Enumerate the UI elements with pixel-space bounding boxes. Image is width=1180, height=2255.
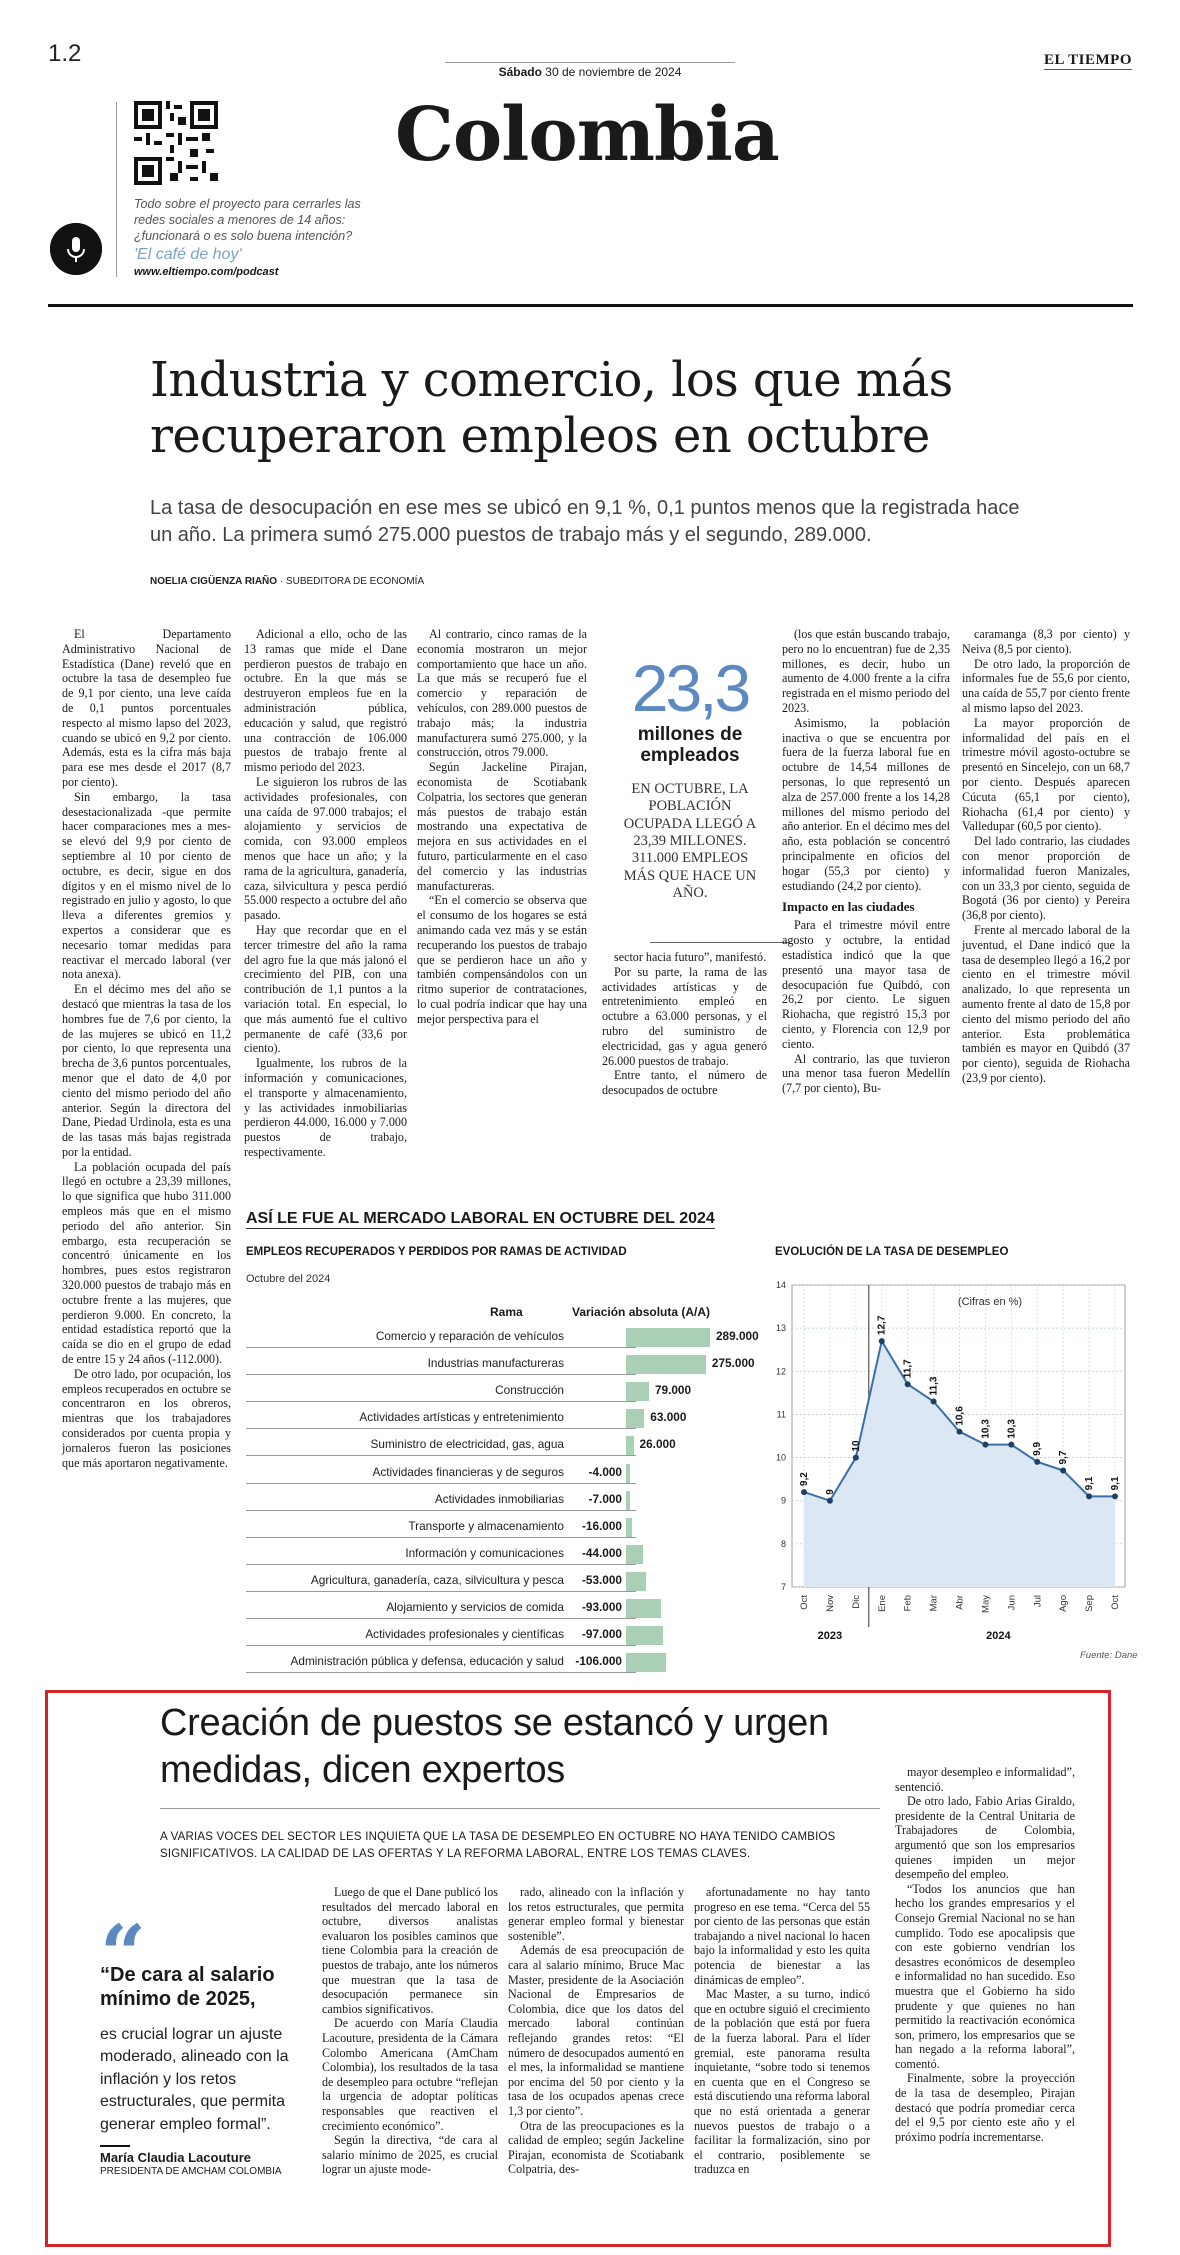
x-tick-label: Ene <box>876 1595 888 1612</box>
bar-row-rule <box>246 1591 636 1592</box>
bar-category-label: Construcción <box>495 1383 564 1398</box>
bar <box>626 1355 706 1374</box>
x-tick-label: Sep <box>1084 1595 1096 1612</box>
bar-value-label: -97.000 <box>581 1627 622 1642</box>
bar-row-rule <box>246 1564 636 1565</box>
byline-role: · SUBEDITORA DE ECONOMÍA <box>277 576 425 587</box>
data-label: 10,3 <box>980 1419 992 1439</box>
story2-kicker: A VARIAS VOCES DEL SECTOR LES INQUIETA QUE LA TASA DE DESEMPLEO EN OCTUBRE NO HAYA TENIDO CAMBIOS SIGNIFICATIVOS. LA CALIDAD DE LAS OFERTAS Y LA REFORMA LABORAL, ENTRE LOS TEMAS CLAVES. <box>160 1831 836 1860</box>
x-tick-label: Jun <box>1006 1595 1018 1611</box>
paragraph: De otro lado, la proporción de informales fue de 55,6 por ciento, una caída de 55,7 por ciento frente al mismo lapso del 2023. <box>962 656 1130 715</box>
data-label: 9,2 <box>799 1472 810 1487</box>
bar-value-label: -53.000 <box>581 1572 622 1587</box>
bar-row <box>246 1461 766 1487</box>
y-tick-label: 11 <box>776 1409 786 1420</box>
microphone-icon[interactable] <box>50 223 102 275</box>
bar-category-label: Alojamiento y servicios de comida <box>386 1600 564 1614</box>
bar-row <box>246 1515 766 1541</box>
data-point <box>1112 1493 1118 1499</box>
bar-row-rule <box>246 1618 636 1619</box>
paragraph: En el décimo mes del año se destacó que mientras la tasa de los hombres fue de 7,6 por ciento, la de las mujeres se ubicó en 11,2 por ciento, lo que representa una brecha de 3,6 puntos porcentuales, menor que el dato de 4,0 por ciento del mismo periodo del año anterior. Según la directora del Dane, Piedad Urdinola, esta es una de las tasas más bajas registrada por la entidad. <box>62 982 231 1159</box>
story-headline: Industria y comercio, los que más recuperaron empleos en octubre <box>150 352 953 465</box>
bar-row-rule <box>246 1374 636 1375</box>
y-tick-label: 8 <box>780 1538 786 1549</box>
byline <box>150 576 424 587</box>
paragraph: caramanga (8,3 por ciento) y Neiva (8,5 por ciento). <box>962 627 1130 656</box>
paragraph: De otro lado, Fabio Arias Giraldo, presidente de la Central Unitaria de Trabajadores de Colombia, argumentó que son los empresarios quienes impiden un mejor desempeño del empleo. <box>895 1794 1075 1882</box>
story-column-1 <box>62 627 231 1470</box>
stat-number: 23,3 <box>631 651 749 725</box>
story-column-4 <box>782 627 950 1096</box>
quote-divider <box>100 2145 130 2147</box>
x-tick-label: Mar <box>928 1595 940 1612</box>
bar-category-label: Administración pública y defensa, educación y salud <box>290 1654 564 1669</box>
data-label: 9,7 <box>1058 1450 1070 1465</box>
podcast-url[interactable]: www.eltiempo.com/podcast <box>134 266 279 278</box>
bar-row-rule <box>246 1455 636 1456</box>
subhead: Impacto en las ciudades <box>782 899 915 915</box>
x-tick-label: May <box>980 1595 992 1613</box>
quote-author: María Claudia Lacouture <box>100 2150 251 2165</box>
data-label: 10,3 <box>1006 1419 1018 1439</box>
x-tick-label: Dic <box>850 1595 862 1609</box>
paragraph: Según Jackeline Pirajan, economista de Scotiabank Colpatria, los sectores que generan más puestos de trabajo están mostrando una expectativa de mejora en sus actividades en el futuro, particularmente en el caso del comercio y las industrias manufactureras. <box>417 760 587 893</box>
bar-row <box>246 1352 766 1378</box>
bar <box>626 1626 663 1645</box>
stat-divider <box>650 942 790 943</box>
bar-category-label: Actividades profesionales y científicas <box>365 1627 564 1642</box>
paragraph: “En el comercio se observa que el consumo de los hogares se está animando cada vez más y se están recuperando los puestos de trabajo que se perdieron hace un año y también compensándolos con un ritmo superior de contrataciones, lo cual podría indicar que hay una mejor perspectiva para el <box>417 893 587 1026</box>
paragraph: Por su parte, la rama de las actividades artísticas y de entretenimiento empleó en octubre a 63.000 personas, y el rubro del suministro de electricidad, gas y agua generó 26.000 puestos de trabajo. <box>602 964 767 1068</box>
paragraph: Para el trimestre móvil entre agosto y octubre, la entidad estadística indicó que la que presentó una mayor tasa de desocupación fue Quibdó, con 26,2 por ciento. Le siguen Riohacha, que registró 15,3 por ciento, y Florencia con 12,9 por ciento. <box>782 918 950 1051</box>
y-tick-label: 10 <box>775 1452 786 1463</box>
bar-row <box>246 1596 766 1622</box>
data-point <box>1086 1493 1092 1499</box>
bar-row-rule <box>246 1672 636 1673</box>
y-tick-label: 13 <box>775 1323 786 1334</box>
paragraph: La población ocupada del país llegó en octubre a 23,39 millones, lo que significa que hubo 311.000 empleos más que en el mismo periodo del año anterior. Sin embargo, esta recuperación se concentró únicamente en los hombres, pues estos registraron 320.000 puestos de trabajo más en octubre frente a las mujeres, que perdieron 9.000. En concreto, la entidad estadística reportó que la caída se dio en el grupo de edad de entre 15 y 24 años (-112.000). <box>62 1159 231 1367</box>
bar-row <box>246 1406 766 1432</box>
story2-headline: Creación de puestos se estancó y urgen medidas, dicen expertos <box>160 1702 829 1792</box>
bar-category-label: Información y comunicaciones <box>405 1545 564 1560</box>
x-tick-label: Abr <box>954 1595 966 1610</box>
bar-row <box>246 1623 766 1649</box>
y-tick-label: 14 <box>775 1280 786 1290</box>
story-deck: La tasa de desocupación en ese mes se ubicó en 9,1 %, 0,1 puntos menos que la registrada hace un año. La primera sumó 275.000 puestos de trabajo más y el segundo, 289.000. <box>150 497 1020 546</box>
data-label: 11,7 <box>902 1359 914 1379</box>
page-number: 1.2 <box>48 40 82 67</box>
data-label: 10 <box>850 1440 862 1452</box>
bar-value-label: 26.000 <box>639 1437 676 1452</box>
x-group-label: 2024 <box>986 1630 1011 1642</box>
qr-code-icon[interactable] <box>134 101 218 185</box>
data-label: 9,1 <box>1084 1476 1096 1491</box>
stat-unit: millones de empleados <box>637 724 743 766</box>
line-chart-title: EVOLUCIÓN DE LA TASA DE DESEMPLEO <box>775 1246 1009 1258</box>
pull-quote-lead: “De cara al salario mínimo de 2025, <box>100 1964 275 2011</box>
bar-category-label: Actividades artísticas y entretenimiento <box>359 1410 564 1425</box>
paragraph: Además de esa preocupación de cara al salario mínimo, Bruce Mac Master, presidente de la Asociación Nacional de Empresarios de Colombia, dice que los datos del mercado laboral continúan reflejando grandes retos: “El número de desocupados aumentó en el mes, la informalidad se mantiene por encima del 50 por ciento y la tasa de los ocupados apenas crece 1,3 por ciento”. <box>508 1943 684 2118</box>
bar-row-rule <box>246 1483 636 1484</box>
x-tick-label: Oct <box>1110 1595 1121 1610</box>
bar-value-label: -16.000 <box>581 1518 622 1533</box>
paragraph: Mac Master, a su turno, indicó que en octubre siguió el crecimiento de la población que está por fuera de la fuerza laboral. Para el líder gremial, este panorama resulta inquietante, “sobre todo si tenemos en cuenta que en el Congreso se está discutiendo una reforma laboral que no está orientada a generar nuevos puestos de trabajo o a facilitar la formalización, sino por el contrario, posiblemente se traduzca en <box>694 1987 870 2177</box>
x-tick-label: Ago <box>1058 1595 1070 1612</box>
data-point <box>1008 1442 1014 1448</box>
bar-row-rule <box>246 1401 636 1402</box>
y-tick-label: 12 <box>775 1366 786 1377</box>
date-rest: 30 de noviembre de 2024 <box>545 65 682 79</box>
data-label: 9,9 <box>1032 1441 1044 1456</box>
story-column-2 <box>244 627 407 1160</box>
byline-name: NOELIA CIGÜENZA RIAÑO <box>150 576 278 587</box>
paragraph: Otra de las preocupaciones es la calidad de empleo; según Jackeline Pirajan, economista de Scotiabank Colpatria, des- <box>508 2118 684 2177</box>
header-rule <box>48 304 1133 307</box>
bar-category-label: Industrias manufactureras <box>427 1356 564 1371</box>
story2-column-4 <box>895 1765 1075 2144</box>
paragraph: Le siguieron los rubros de las actividades profesionales, con una caída de 97.000 trabajos; el alojamiento y servicios de comida, con 93.000 empleos menos que hace un año; y la rama de la agricultura, ganadería, caza, silvicultura y pesca perdió 55.000 respecto a octubre del año pasado. <box>244 774 407 923</box>
bar-value-label: -4.000 <box>588 1464 622 1479</box>
bar-value-label: -7.000 <box>588 1491 622 1506</box>
data-label: 12,7 <box>876 1315 888 1336</box>
data-label: 10,6 <box>954 1406 966 1426</box>
x-group-label: 2023 <box>817 1630 843 1642</box>
data-point <box>957 1429 963 1435</box>
paragraph: rado, alineado con la inflación y los retos estructurales, que permita generar empleo formal y bienestar sostenible”. <box>508 1885 684 1943</box>
bar <box>626 1653 666 1672</box>
paragraph: Hay que recordar que en el tercer trimestre del año la rama del agro fue la que más jalonó el crecimiento del PIB, con una contribución de 1,1 puntos a la variación total. En especial, lo que más aumentó fue el cultivo permanente de café (33,6 por ciento). <box>244 922 407 1056</box>
bar-row <box>246 1488 766 1514</box>
newspaper-brand: EL TIEMPO <box>1044 52 1132 68</box>
data-point <box>931 1398 937 1404</box>
section-title: Colombia <box>395 92 779 178</box>
bar-category-label: Actividades financieras y de seguros <box>372 1464 564 1479</box>
paragraph: Igualmente, los rubros de la información y comunicaciones, el transporte y almacenamiento, y las actividades inmobiliarias perdieron 44.000, 16.000 y 7.000 puestos de trabajo, respectivamente. <box>244 1056 407 1159</box>
bar-category-label: Suministro de electricidad, gas, agua <box>370 1437 564 1452</box>
bar-row-rule <box>246 1510 636 1511</box>
bar <box>626 1491 630 1510</box>
paragraph: sector hacia futuro”, manifestó. <box>614 950 767 964</box>
bar-value-label: 289.000 <box>716 1329 759 1343</box>
bar-row <box>246 1433 766 1459</box>
bar-chart-title: EMPLEOS RECUPERADOS Y PERDIDOS POR RAMAS DE ACTIVIDAD <box>246 1246 627 1258</box>
bar-row <box>246 1325 766 1351</box>
paragraph: Sin embargo, la tasa desestacionalizada -que permite hacer comparaciones mes a mes- se elevó del 9,9 por ciento de septiembre al 10 por ciento de octubre, es decir, sigue en dos dígitos y en el mismo nivel de lo registrado en julio y agosto, lo que lleva a diferentes gremios y expertos a considerar que es necesario tomar medidas para reactivar el mercado laboral (ver nota anexa). <box>62 789 231 982</box>
paragraph: Luego de que el Dane publicó los resultados del mercado laboral en octubre, diversos analistas evaluaron los posibles caminos que tiene Colombia para la creación de puestos de trabajo, ante los números que muestran que la tasa de desocupación permanece sin cambios significativos. <box>322 1885 498 2016</box>
data-point <box>879 1338 885 1344</box>
story2-column-1 <box>322 1885 498 2177</box>
data-label: 9,1 <box>1110 1476 1121 1491</box>
paragraph: Entre tanto, el número de desocupados de octubre <box>602 1068 767 1098</box>
bar-row-rule <box>246 1537 636 1538</box>
bar <box>626 1464 630 1483</box>
paragraph: mayor desempleo e informalidad”, sentenció. <box>895 1765 1075 1794</box>
paragraph: Finalmente, sobre la proyección de la tasa de desempleo, Pirajan destacó que podría promediar cerca del el 9,5 por ciento este año y el próximo podría incrementarse. <box>895 2071 1075 2144</box>
bar-row <box>246 1650 766 1676</box>
stat-callout <box>615 651 765 903</box>
paragraph: La mayor proporción de informalidad del país en el trimestre móvil agosto-octubre se presentó en Sincelejo, con un 68,7 por ciento. Después aparecen Cúcuta (65,1 por ciento), Riohacha (61,4 por ciento) y Valledupar (60,5 por ciento). <box>962 715 1130 834</box>
bar <box>626 1436 634 1455</box>
paragraph: “Todos los anuncios que han hecho los grandes empresarios y el Consejo Gremial Nacional no se han cumplido. Todo ese apocalipsis que con este gobierno vendrían los desastres económicos de desempleo e informalidad no han sucedido. Eso muestra que el Gobierno ha sido prudente y que quienes no han permitido la reactivación económica son, primero, los empresarios que se han negado a la reforma laboral”, comentó. <box>895 1881 1075 2071</box>
bar-category-label: Comercio y reparación de vehículos <box>375 1329 564 1343</box>
paragraph: (los que están buscando trabajo, pero no lo encuentran) fue de 2,35 millones, es decir, hubo un aumento de 4.000 frente a la cifra registrada en el mismo periodo del 2023. <box>782 627 950 715</box>
data-point <box>827 1498 833 1504</box>
paragraph: Del lado contrario, las ciudades con menor proporción de informalidad fueron Manizales, con un 33,3 por ciento, seguida de Bogotá (36 por ciento) y Pereira (36,8 por ciento). <box>962 834 1130 923</box>
x-tick-label: Nov <box>824 1595 836 1612</box>
bar-row <box>246 1379 766 1405</box>
bar-category-label: Agricultura, ganadería, caza, silvicultura y pesca <box>310 1572 564 1587</box>
data-point <box>982 1442 988 1448</box>
paragraph: De acuerdo con María Claudia Lacouture, presidenta de la Cámara Colombo Americana (AmCham Colombia), los resultados de la tasa de desempleo para octubre “reflejan la urgencia de adoptar políticas responsables que reactiven el crecimiento económico”. <box>322 2016 498 2133</box>
story-column-5 <box>962 627 1130 1086</box>
bar-row-rule <box>246 1347 636 1348</box>
bar-value-label: 63.000 <box>650 1410 687 1425</box>
bar <box>626 1518 632 1537</box>
bar-header-rama: Rama <box>490 1305 523 1319</box>
bar-row <box>246 1569 766 1595</box>
paragraph: Al contrario, las que tuvieron una menor tasa fueron Medellín (7,7 por ciento), Bu- <box>782 1051 950 1096</box>
bar-value-label: -93.000 <box>581 1600 622 1614</box>
bar-value-label: 79.000 <box>654 1383 692 1398</box>
paragraph: Frente al mercado laboral de la juventud, el Dane indicó que la tasa de desempleo llegó a 16,2 por ciento en el trimestre móvil analizado, lo que representa un aumento frente al dato de 15,8 por ciento del mismo periodo del año anterior. Esta problemática también es mayor en Quibdó (37 por ciento), seguida de Riohacha (23,9 por ciento). <box>962 922 1130 1085</box>
paragraph: El Departamento Administrativo Nacional de Estadística (Dane) reveló que en octubre la tasa de desempleo fue de 9,1 por ciento, una leve caída de 0,1 puntos porcentuales respecto al mismo lapso del 2023, cuando se ubicó en 9,2 por ciento. Además, esta es la cifra más baja para ese mes desde el 2017 (8,7 por ciento). <box>62 627 231 789</box>
paragraph: Asimismo, la población inactiva o que se encuentra por fuera de la fuerza laboral fue en octubre de 14,54 millones de personas, lo que representó un alza de 257.000 frente a los 14,28 millones del mismo periodo del año anterior. En el décimo mes del año, esta población se concentró principalmente en oficios del hogar (55,3 por ciento) y estudiando (24,2 por ciento). <box>782 715 950 893</box>
bar <box>626 1599 661 1618</box>
story-column-3-tail <box>602 950 767 1098</box>
bar-value-label: -106.000 <box>575 1654 622 1669</box>
bar-chart-subtitle: Octubre del 2024 <box>246 1273 331 1285</box>
data-label: 11,3 <box>928 1376 940 1396</box>
chart-annotation: (Cifras en %) <box>957 1296 1023 1308</box>
bar-category-label: Transporte y almacenamiento <box>408 1518 564 1533</box>
bar <box>626 1409 644 1428</box>
paragraph: Adicional a ello, ocho de las 13 ramas que mide el Dane perdieron puestos de trabajo en octubre. En la que más se destruyeron empleos fue en la administración pública, educación y salud, que registró una contracción de 106.000 puestos de trabajo frente al mismo periodo del 2023. <box>244 627 407 775</box>
podcast-teaser: Todo sobre el proyecto para cerrarles las redes sociales a menores de 14 años: ¿funcionará o es solo buena intención? <box>134 197 361 243</box>
bar <box>626 1382 649 1401</box>
bar-category-label: Actividades inmobiliarias <box>434 1491 564 1506</box>
bar-header-variation: Variación absoluta (A/A) <box>572 1305 711 1319</box>
chart-source: Fuente: Dane <box>1080 1650 1138 1661</box>
pull-quote-body: es crucial lograr un ajuste moderado, alineado con la inflación y los retos estructurales, que permita generar empleo formal”. <box>100 2026 289 2133</box>
data-point <box>853 1455 859 1461</box>
x-tick-label: Jul <box>1032 1595 1044 1608</box>
paragraph: afortunadamente no hay tanto progreso en ese tema. “Cerca del 55 por ciento de las personas que están trabajando a nivel nacional lo hacen bajo la informalidad y esto les quita potencia de bienestar a las dinámicas de empleo”. <box>694 1885 870 1987</box>
x-tick-label: Oct <box>799 1595 810 1610</box>
story2-rule <box>160 1808 880 1809</box>
bar <box>626 1328 710 1347</box>
quote-mark-icon: “ <box>100 1907 147 2001</box>
date-weekday: Sábado <box>498 65 542 79</box>
bar-value-label: -44.000 <box>581 1545 622 1560</box>
data-point <box>801 1489 807 1495</box>
bar <box>626 1545 643 1564</box>
quote-author-role: PRESIDENTA DE AMCHAM COLOMBIA <box>100 2166 282 2177</box>
bar-row <box>246 1542 766 1568</box>
data-point <box>1060 1468 1066 1474</box>
x-tick-label: Feb <box>902 1595 914 1612</box>
bar-value-label: 275.000 <box>711 1356 755 1371</box>
paragraph: De otro lado, por ocupación, los empleos recuperados en octubre se concentraron en los obreros, mientras que los trabajadores considerados por cuenta propia y jornaleros fueron las posiciones que más aportaron negativamente. <box>62 1366 231 1470</box>
bar-row-rule <box>246 1645 636 1646</box>
data-label: 9 <box>824 1489 836 1495</box>
paragraph: Según la directiva, “de cara al salario mínimo de 2025, es crucial lograr un ajuste mode- <box>322 2133 498 2177</box>
story2-column-3 <box>694 1885 870 2177</box>
y-tick-label: 7 <box>780 1582 786 1592</box>
bar-row-rule <box>246 1428 636 1429</box>
header-divider <box>116 102 117 277</box>
infographic-title: ASÍ LE FUE AL MERCADO LABORAL EN OCTUBRE DEL 2024 <box>246 1210 715 1227</box>
stat-caption: EN OCTUBRE, LA POBLACIÓN OCUPADA LLEGÓ A 23,39 MILLONES. 311.000 EMPLEOS MÁS QUE HACE UN AÑO. <box>623 780 757 902</box>
data-point <box>905 1381 911 1387</box>
paragraph: Al contrario, cinco ramas de la economía mostraron un mejor comportamiento que hace un año. La que más se recuperó fue el comercio y reparación de vehículos, con 289.000 puestos de trabajo más; la industria manufacturera sumó 275.000, y la construcción, otros 79.000. <box>417 627 587 760</box>
issue-date <box>445 62 735 79</box>
bar <box>626 1572 646 1591</box>
podcast-name[interactable]: 'El café de hoy' <box>134 246 242 263</box>
story2-column-2 <box>508 1885 684 2177</box>
y-tick-label: 9 <box>780 1495 786 1506</box>
story-column-3 <box>417 627 587 1027</box>
line-chart <box>770 1275 1136 1642</box>
data-point <box>1034 1459 1040 1465</box>
